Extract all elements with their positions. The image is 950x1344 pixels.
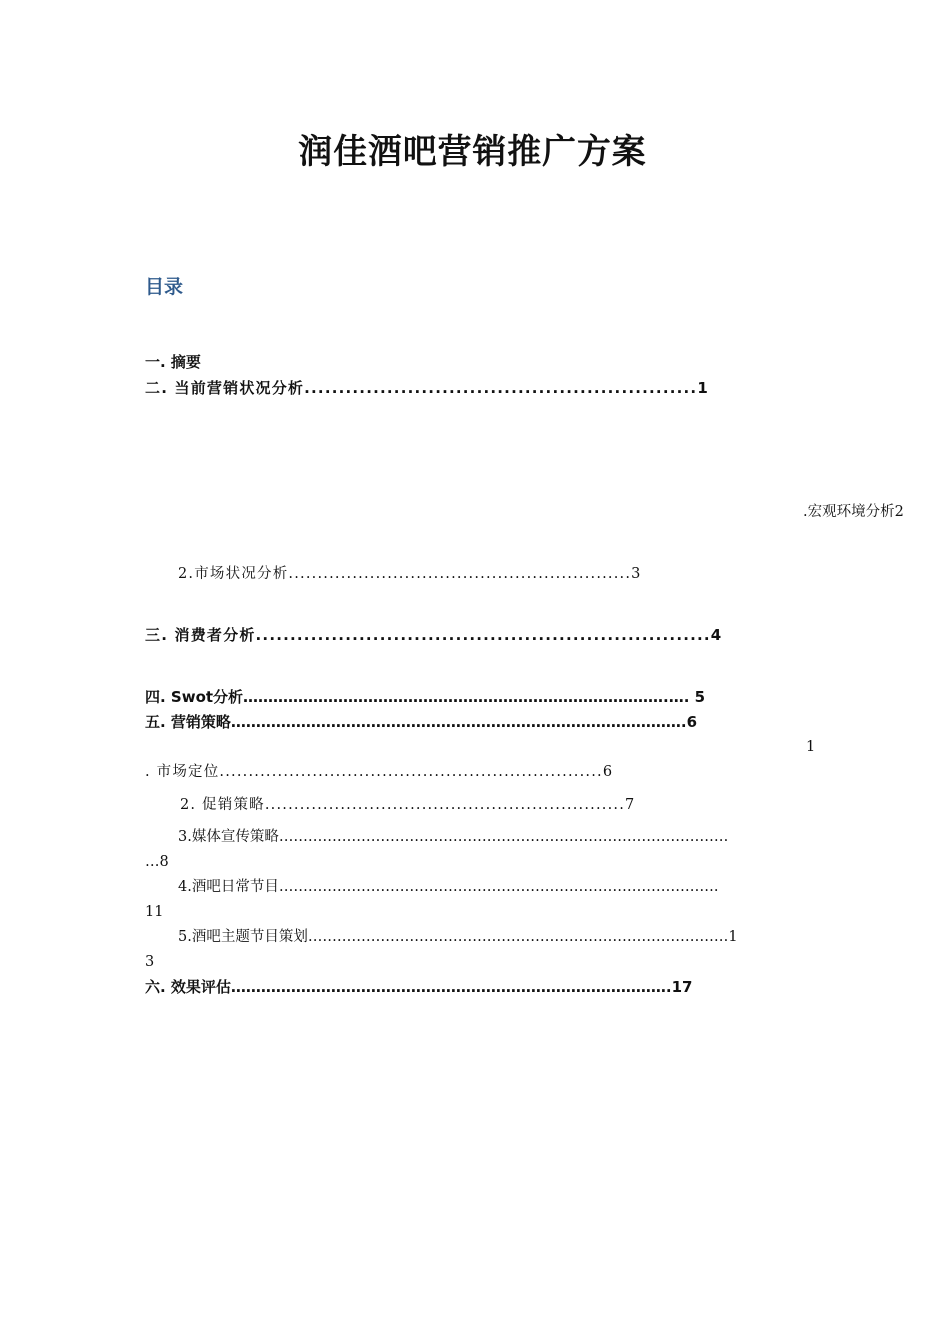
toc-entry-effect-evaluation[interactable]: 六. 效果评估…………………………………………………………………………….17	[145, 978, 693, 996]
toc-entry-swot[interactable]: 四. Swot分析………………………………………………………………………….…. 5	[145, 688, 706, 706]
document-title: 润佳酒吧营销推广方案	[298, 132, 647, 172]
toc-entry-daily-programs-page: 11	[145, 904, 164, 920]
toc-entry-market-positioning[interactable]: . 市场定位..................................................................6	[145, 764, 614, 780]
toc-entry-marketing-status[interactable]: 二. 当前营销状况分析.........................................................1	[145, 379, 709, 397]
toc-entry-daily-programs[interactable]: 4.酒吧日常节目……………………………………………………………………………….	[178, 879, 719, 895]
toc-entry-abstract[interactable]: 一. 摘要	[145, 353, 201, 371]
toc-entry-consumer-analysis[interactable]: 三. 消费者分析..................................................................4	[145, 626, 723, 644]
toc-entry-media-strategy-page: …8	[145, 854, 169, 870]
toc-entry-macro-environment[interactable]: .宏观环境分析2	[803, 504, 904, 520]
toc-entry-promotion-strategy[interactable]: 2. 促销策略..............................................................7	[180, 797, 636, 813]
toc-heading: 目录	[145, 276, 184, 298]
toc-entry-media-strategy[interactable]: 3.媒体宣传策略…………………………………………………………………………………	[178, 829, 729, 845]
toc-entry-market-status[interactable]: 2.市场状况分析...........................................................3	[178, 566, 642, 582]
toc-entry-marketing-strategy[interactable]: 五. 营销策略……………………………………………………………………………….6	[145, 713, 698, 731]
toc-entry-theme-programs[interactable]: 5.酒吧主题节目策划……………………………………………………………………………1	[178, 929, 738, 945]
toc-entry-number-fragment: 1	[806, 739, 816, 755]
toc-entry-theme-programs-page: 3	[145, 954, 155, 970]
